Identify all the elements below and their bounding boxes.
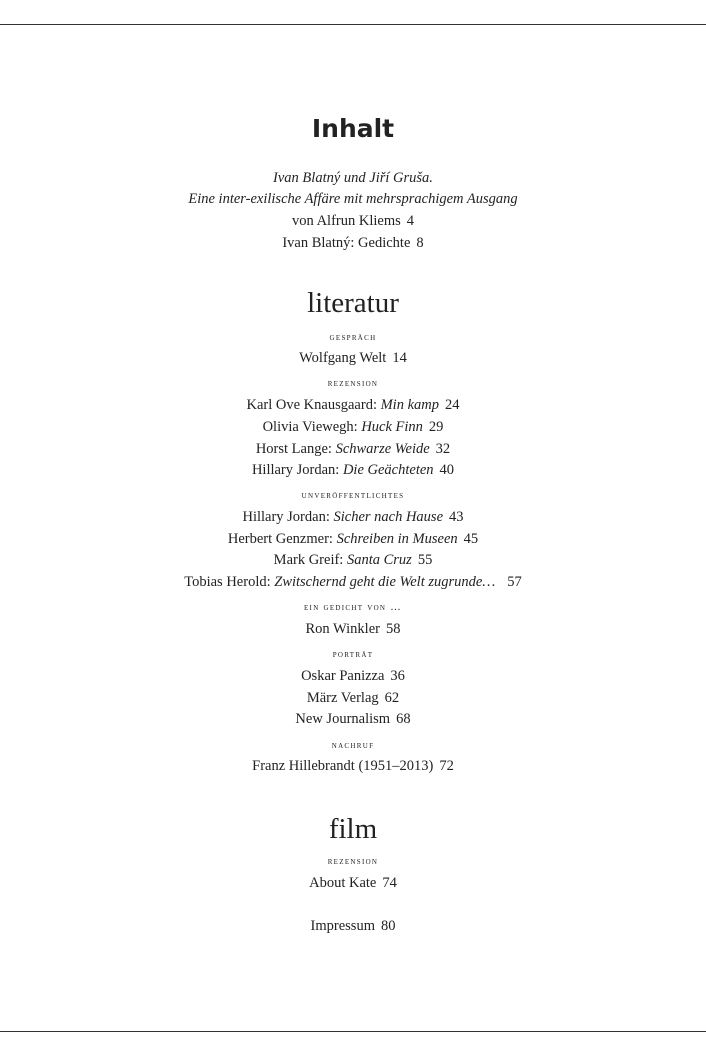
entry-page: 45: [463, 531, 479, 547]
entry-page: 29: [428, 419, 444, 435]
entry-page: 36: [390, 668, 405, 684]
entry-author: März Verlag: [306, 690, 379, 706]
entry-author: Horst Lange:: [255, 441, 332, 457]
page-title: Inhalt: [311, 114, 395, 143]
intro-poems-entry: [0, 233, 706, 253]
entry-page: 74: [382, 875, 397, 891]
entry-author: Herbert Genzmer:: [227, 531, 333, 547]
entry-author: Karl Ove Knausgaard:: [246, 397, 377, 413]
category-unveroeffentlichtes: unveröffentlichtes: [301, 490, 405, 501]
toc-entry: [0, 666, 706, 686]
entry-work: Huck Finn: [361, 419, 423, 435]
entry-page: 32: [435, 441, 451, 457]
entry-work: Schwarze Weide: [335, 441, 430, 457]
toc-entry: [0, 417, 706, 437]
entry-work: Santa Cruz: [346, 552, 412, 568]
section-heading-literatur: literatur: [307, 287, 399, 319]
category-portraet: porträt: [332, 649, 374, 660]
entry-page: 40: [439, 462, 455, 478]
entry-page: 43: [449, 509, 464, 525]
toc-entry: [0, 873, 706, 893]
entry-author: Olivia Viewegh:: [262, 419, 358, 435]
entry-author: Ron Winkler: [305, 621, 380, 637]
entry-work: Zwitschernd geht die Welt zugrunde…: [274, 574, 496, 590]
toc-entry: [0, 572, 706, 592]
entry-author: von Alfrun Kliems: [292, 213, 401, 229]
intro-line-1: Ivan Blatný und Jiří Gruša.: [273, 170, 433, 186]
entry-page: 24: [444, 397, 460, 413]
entry-work: Schreiben in Museen: [336, 531, 458, 547]
entry-author: Impressum: [310, 918, 375, 934]
entry-page: 80: [380, 918, 396, 934]
entry-page: 62: [384, 690, 400, 706]
toc-entry: [0, 709, 706, 729]
entry-page: 55: [417, 552, 433, 568]
entry-author: About Kate: [309, 875, 377, 891]
entry-page: 4: [406, 213, 414, 229]
entry-author: Wolfgang Welt: [299, 350, 387, 366]
entry-author: Hillary Jordan:: [251, 462, 340, 478]
entry-author: Tobias Herold:: [184, 574, 271, 590]
toc-entry: [0, 619, 706, 639]
toc-entry: [0, 507, 706, 527]
toc-entry: [0, 529, 706, 549]
entry-page: 14: [392, 350, 407, 366]
entry-page: 8: [416, 235, 424, 251]
entry-page: 57: [507, 574, 522, 590]
toc-entry: [0, 688, 706, 708]
bottom-rule: [0, 1031, 706, 1032]
category-film-rezension: rezension: [327, 856, 379, 867]
category-nachruf: nachruf: [331, 740, 375, 751]
intro-author-entry: [0, 211, 706, 231]
toc-entry: [0, 395, 706, 415]
entry-author: Mark Greif:: [273, 552, 344, 568]
toc-entry: [0, 439, 706, 459]
section-heading-film: film: [328, 813, 378, 845]
entry-page: 72: [439, 758, 454, 774]
entry-author: Ivan Blatný: Gedichte: [282, 235, 411, 251]
entry-page: 58: [385, 621, 401, 637]
entry-work: Min kamp: [380, 397, 439, 413]
toc-entry: [0, 550, 706, 570]
category-rezension: rezension: [327, 378, 379, 389]
entry-author: New Journalism: [295, 711, 391, 727]
category-gespraech: gespräch: [329, 332, 377, 343]
entry-page: 68: [396, 711, 411, 727]
entry-author: Hillary Jordan:: [242, 509, 330, 525]
toc-entry: [0, 460, 706, 480]
entry-author: Oskar Panizza: [301, 668, 385, 684]
top-rule: [0, 24, 706, 25]
category-ein-gedicht-von: ein gedicht von …: [303, 602, 403, 613]
intro-line-2: Eine inter-exilische Affäre mit mehrsprachigem Ausgang: [188, 191, 518, 207]
toc-entry: [0, 348, 706, 368]
entry-work: Sicher nach Hause: [333, 509, 444, 525]
toc-entry: [0, 756, 706, 776]
entry-author: Franz Hillebrandt (1951–2013): [252, 758, 434, 774]
impressum-entry: [0, 916, 706, 936]
entry-work: Die Geächteten: [342, 462, 434, 478]
